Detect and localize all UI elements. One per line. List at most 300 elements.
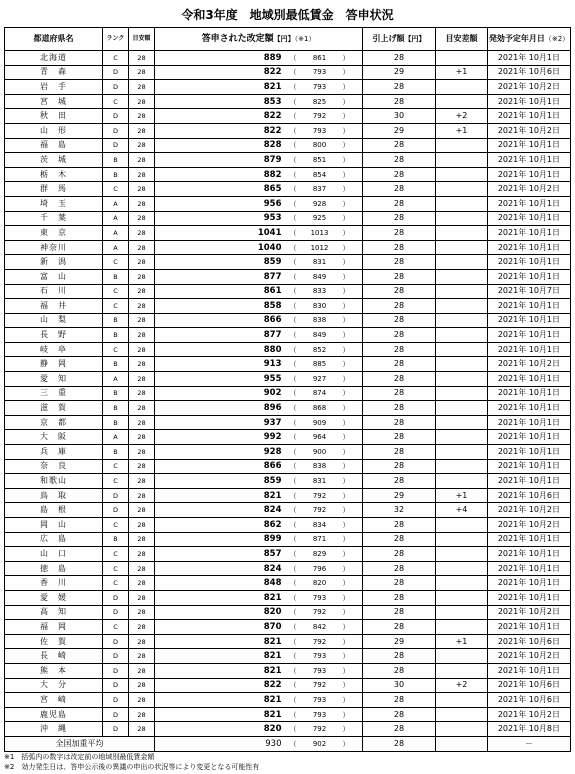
average-diff [436,736,488,751]
increase-cell: 28 [363,430,436,445]
prefecture-cell: 福 島 [5,138,103,153]
prev-amount: 796 [312,564,327,573]
increase-cell: 28 [363,255,436,270]
prefecture-cell: 宮 崎 [5,693,103,708]
date-cell: 2021年 10月1日 [488,445,571,460]
amount-cell: 820 [155,722,290,737]
prev-amount: 854 [312,170,327,179]
date-cell: 2021年 10月2日 [488,707,571,722]
target-cell: 28 [129,474,155,489]
date-cell: 2021年 10月1日 [488,576,571,591]
date-cell: 2021年 10月1日 [488,590,571,605]
amount-cell: 861 [155,284,290,299]
diff-cell [436,342,488,357]
rank-cell: D [103,80,129,95]
diff-cell [436,269,488,284]
date-cell: 2021年 10月1日 [488,240,571,255]
table-row [5,415,571,430]
prev-amount-cell: （ 830 ） [290,299,363,314]
rank-cell: C [103,620,129,635]
prev-amount-cell: （ 833 ） [290,284,363,299]
amount-cell: 857 [155,547,290,562]
table-row [5,561,571,576]
prefecture-cell: 山 梨 [5,313,103,328]
prefecture-cell: 秋 田 [5,109,103,124]
prefecture-cell: 岐 阜 [5,342,103,357]
prev-amount: 838 [312,462,327,471]
increase-cell: 28 [363,722,436,737]
prev-amount-cell: （ 793 ） [290,663,363,678]
increase-cell: 28 [363,182,436,197]
prev-amount-cell: （ 861 ） [290,51,363,66]
header-date-note: （※2） [544,35,570,43]
table-row [5,605,571,620]
prefecture-cell: 石 川 [5,284,103,299]
target-cell: 28 [129,620,155,635]
date-cell: 2021年 10月1日 [488,226,571,241]
table-row [5,590,571,605]
prev-amount: 868 [312,404,327,413]
prev-amount-cell: （ 849 ） [290,269,363,284]
increase-cell: 28 [363,620,436,635]
prefecture-cell: 千 葉 [5,211,103,226]
table-row [5,678,571,693]
amount-cell: 853 [155,94,290,109]
prev-amount: 830 [312,301,327,310]
target-cell: 28 [129,94,155,109]
diff-cell [436,445,488,460]
amount-cell: 821 [155,488,290,503]
rank-cell: D [103,590,129,605]
date-cell: 2021年 10月6日 [488,488,571,503]
target-cell: 28 [129,51,155,66]
prefecture-cell: 愛 知 [5,372,103,387]
prev-amount: 925 [312,214,327,223]
diff-cell [436,707,488,722]
prev-amount: 793 [312,593,327,602]
date-cell: 2021年 10月1日 [488,167,571,182]
amount-cell: 822 [155,109,290,124]
prev-amount: 851 [312,155,327,164]
target-cell: 28 [129,576,155,591]
page-title: 令和3年度 地域別最低賃金 答申状況 [181,8,394,22]
average-amount: 930 [155,736,290,751]
date-cell: 2021年 10月2日 [488,80,571,95]
table-row [5,430,571,445]
prev-amount: 861 [312,53,327,62]
prev-amount: 792 [312,112,327,121]
prev-amount-cell: （ 792 ） [290,503,363,518]
table-row [5,401,571,416]
date-cell: 2021年 10月1日 [488,386,571,401]
prev-amount: 831 [312,477,327,486]
table-row [5,167,571,182]
prev-amount-cell: （ 964 ） [290,430,363,445]
increase-cell: 28 [363,299,436,314]
date-cell: 2021年 10月1日 [488,153,571,168]
diff-cell: +4 [436,503,488,518]
rank-cell: C [103,94,129,109]
rank-cell: D [103,722,129,737]
diff-cell: +1 [436,123,488,138]
amount-cell: 821 [155,663,290,678]
table-row [5,182,571,197]
prefecture-cell: 三 重 [5,386,103,401]
prev-amount-cell: （ 838 ） [290,459,363,474]
prefecture-cell: 沖 縄 [5,722,103,737]
date-cell: 2021年 10月1日 [488,561,571,576]
footnote-1: ※1 括弧内の数字は改定前の地域別最低賃金額 [4,753,155,761]
rank-cell: C [103,51,129,66]
diff-cell [436,51,488,66]
date-cell: 2021年 10月1日 [488,328,571,343]
prefecture-cell: 北海道 [5,51,103,66]
diff-cell [436,255,488,270]
date-cell: 2021年 10月1日 [488,620,571,635]
date-cell: 2021年 10月2日 [488,649,571,664]
prev-amount: 792 [312,506,327,515]
diff-cell [436,372,488,387]
prev-amount-cell: （ 852 ） [290,342,363,357]
target-cell: 28 [129,313,155,328]
diff-cell [436,167,488,182]
increase-cell: 28 [363,269,436,284]
prefecture-cell: 青 森 [5,65,103,80]
increase-cell: 28 [363,663,436,678]
amount-cell: 955 [155,372,290,387]
increase-cell: 28 [363,313,436,328]
amount-cell: 828 [155,138,290,153]
amount-cell: 937 [155,415,290,430]
prev-amount: 852 [312,345,327,354]
amount-cell: 821 [155,634,290,649]
prev-amount: 793 [312,695,327,704]
amount-cell: 880 [155,342,290,357]
average-prev: 902 [312,739,327,748]
prev-amount-cell: （ 793 ） [290,123,363,138]
increase-cell: 28 [363,386,436,401]
date-cell: 2021年 10月1日 [488,196,571,211]
date-cell: 2021年 10月1日 [488,313,571,328]
increase-cell: 28 [363,51,436,66]
amount-cell: 821 [155,707,290,722]
increase-cell: 28 [363,138,436,153]
rank-cell: D [103,649,129,664]
rank-cell: A [103,372,129,387]
increase-cell: 29 [363,65,436,80]
prev-amount: 792 [312,491,327,500]
target-cell: 28 [129,722,155,737]
target-cell: 28 [129,459,155,474]
diff-cell [436,299,488,314]
amount-cell: 821 [155,590,290,605]
rank-cell: B [103,445,129,460]
prev-amount: 792 [312,637,327,646]
date-cell: 2021年 10月6日 [488,678,571,693]
date-cell: 2021年 10月7日 [488,284,571,299]
date-cell: 2021年 10月1日 [488,138,571,153]
diff-cell [436,518,488,533]
amount-cell: 866 [155,459,290,474]
amount-cell: 865 [155,182,290,197]
date-cell: 2021年 10月6日 [488,634,571,649]
header-amount-unit: 【円】 [273,35,295,43]
table-row [5,328,571,343]
amount-cell: 821 [155,649,290,664]
target-cell: 28 [129,226,155,241]
table-row [5,342,571,357]
target-cell: 28 [129,80,155,95]
prev-amount-cell: （ 792 ） [290,605,363,620]
target-cell: 28 [129,123,155,138]
amount-cell: 896 [155,401,290,416]
prev-amount: 1013 [310,228,329,237]
date-cell: 2021年 10月2日 [488,503,571,518]
increase-cell: 28 [363,94,436,109]
increase-cell: 28 [363,693,436,708]
average-increase: 28 [363,736,436,751]
prev-amount-cell: （ 900 ） [290,445,363,460]
prev-amount-cell: （ 793 ） [290,65,363,80]
header-increase-label: 引上げ額 [372,34,405,43]
increase-cell: 28 [363,80,436,95]
prev-amount-cell: （ 842 ） [290,620,363,635]
prev-amount-cell: （ 831 ） [290,255,363,270]
prev-amount: 838 [312,316,327,325]
prefecture-cell: 大 阪 [5,430,103,445]
prev-amount-cell: （ 925 ） [290,211,363,226]
rank-cell: B [103,167,129,182]
amount-cell: 822 [155,678,290,693]
amount-cell: 824 [155,503,290,518]
rank-cell: B [103,401,129,416]
rank-cell: C [103,518,129,533]
increase-cell: 28 [363,590,436,605]
rank-cell: C [103,561,129,576]
date-cell: 2021年 10月1日 [488,269,571,284]
diff-cell [436,693,488,708]
diff-cell [436,415,488,430]
target-cell: 28 [129,503,155,518]
header-date-label: 発効予定年月日 [488,34,545,43]
table-row [5,138,571,153]
prev-amount: 792 [312,608,327,617]
date-cell: 2021年 10月1日 [488,415,571,430]
diff-cell [436,313,488,328]
increase-cell: 28 [363,474,436,489]
date-cell: 2021年 10月1日 [488,94,571,109]
average-row [5,736,571,751]
prev-amount-cell: （ 928 ） [290,196,363,211]
average-prev-cell: （ 902 ） [290,736,363,751]
prev-amount: 831 [312,258,327,267]
prefecture-cell: 大 分 [5,678,103,693]
prefecture-cell: 熊 本 [5,663,103,678]
amount-cell: 866 [155,313,290,328]
increase-cell: 28 [363,445,436,460]
prev-amount-cell: （ 885 ） [290,357,363,372]
header-target: 目安額 [129,28,155,51]
target-cell: 28 [129,430,155,445]
diff-cell [436,590,488,605]
date-cell: 2021年 10月1日 [488,51,571,66]
table-row [5,445,571,460]
prev-amount-cell: （ 792 ） [290,722,363,737]
prefecture-cell: 愛 媛 [5,590,103,605]
target-cell: 28 [129,401,155,416]
header-prefecture: 都道府県名 [5,28,103,51]
diff-cell [436,226,488,241]
amount-cell: 928 [155,445,290,460]
increase-cell: 28 [363,649,436,664]
prev-amount-cell: （ 871 ） [290,532,363,547]
amount-cell: 821 [155,693,290,708]
target-cell: 28 [129,707,155,722]
date-cell: 2021年 10月8日 [488,722,571,737]
diff-cell [436,153,488,168]
amount-cell: 877 [155,269,290,284]
prev-amount-cell: （ 820 ） [290,576,363,591]
date-cell: 2021年 10月2日 [488,123,571,138]
table-row [5,722,571,737]
increase-cell: 28 [363,167,436,182]
target-cell: 28 [129,284,155,299]
table-row [5,284,571,299]
table-row [5,649,571,664]
diff-cell: +2 [436,109,488,124]
target-cell: 28 [129,649,155,664]
rank-cell: A [103,240,129,255]
table-row [5,488,571,503]
date-cell: 2021年 10月1日 [488,663,571,678]
amount-cell: 882 [155,167,290,182]
prefecture-cell: 宮 城 [5,94,103,109]
table-row [5,518,571,533]
increase-cell: 30 [363,678,436,693]
target-cell: 28 [129,269,155,284]
prefecture-cell: 岩 手 [5,80,103,95]
amount-cell: 877 [155,328,290,343]
prev-amount-cell: （ 793 ） [290,707,363,722]
target-cell: 28 [129,518,155,533]
rank-cell: C [103,342,129,357]
header-increase-unit: 【円】 [404,35,426,43]
target-cell: 28 [129,357,155,372]
prev-amount-cell: （ 854 ） [290,167,363,182]
rank-cell: C [103,284,129,299]
increase-cell: 28 [363,153,436,168]
target-cell: 28 [129,299,155,314]
prefecture-cell: 香 川 [5,576,103,591]
increase-cell: 29 [363,488,436,503]
prefecture-cell: 岡 山 [5,518,103,533]
rank-cell: C [103,474,129,489]
prev-amount-cell: （ 1012 ） [290,240,363,255]
rank-cell: D [103,65,129,80]
footnote-2: ※2 効力発生日は、答申公示後の異議の申出の状況等により変更となる可能性有 [4,763,260,771]
diff-cell [436,284,488,299]
amount-cell: 1041 [155,226,290,241]
prev-amount-cell: （ 834 ） [290,518,363,533]
table-row [5,255,571,270]
diff-cell: +1 [436,488,488,503]
target-cell: 28 [129,372,155,387]
prev-amount: 885 [312,360,327,369]
prefecture-cell: 滋 賀 [5,401,103,416]
target-cell: 28 [129,415,155,430]
diff-cell [436,138,488,153]
prev-amount: 792 [312,725,327,734]
rank-cell: A [103,196,129,211]
prefecture-cell: 福 岡 [5,620,103,635]
increase-cell: 28 [363,459,436,474]
amount-cell: 889 [155,51,290,66]
prev-amount-cell: （ 829 ） [290,547,363,562]
diff-cell [436,459,488,474]
rank-cell: C [103,459,129,474]
table-row [5,532,571,547]
amount-cell: 824 [155,561,290,576]
date-cell: 2021年 10月6日 [488,693,571,708]
minimum-wage-table [4,27,571,752]
average-label: 全国加重平均 [5,736,155,751]
prev-amount-cell: （ 909 ） [290,415,363,430]
diff-cell [436,561,488,576]
prefecture-cell: 埼 玉 [5,196,103,211]
prefecture-cell: 新 潟 [5,255,103,270]
date-cell: 2021年 10月2日 [488,518,571,533]
date-cell: 2021年 10月1日 [488,532,571,547]
rank-cell: D [103,488,129,503]
target-cell: 28 [129,255,155,270]
diff-cell [436,430,488,445]
amount-cell: 858 [155,299,290,314]
average-date: － [488,736,571,751]
prev-amount-cell: （ 792 ） [290,109,363,124]
table-row [5,153,571,168]
amount-cell: 956 [155,196,290,211]
amount-cell: 899 [155,532,290,547]
table-row [5,94,571,109]
prev-amount: 825 [312,97,327,106]
rank-cell: D [103,138,129,153]
table-row [5,547,571,562]
prefecture-cell: 奈 良 [5,459,103,474]
date-cell: 2021年 10月1日 [488,401,571,416]
prev-amount-cell: （ 927 ） [290,372,363,387]
increase-cell: 28 [363,240,436,255]
prev-amount: 964 [312,433,327,442]
diff-cell [436,532,488,547]
date-cell: 2021年 10月2日 [488,182,571,197]
increase-cell: 28 [363,196,436,211]
target-cell: 28 [129,561,155,576]
prev-amount: 909 [312,418,327,427]
diff-cell [436,240,488,255]
increase-cell: 28 [363,342,436,357]
prev-amount: 874 [312,389,327,398]
prefecture-cell: 広 島 [5,532,103,547]
rank-cell: C [103,255,129,270]
prefecture-cell: 島 根 [5,503,103,518]
rank-cell: C [103,576,129,591]
prefecture-cell: 東 京 [5,226,103,241]
diff-cell [436,547,488,562]
amount-cell: 902 [155,386,290,401]
amount-cell: 859 [155,474,290,489]
rank-cell: B [103,357,129,372]
prev-amount-cell: （ 793 ） [290,80,363,95]
